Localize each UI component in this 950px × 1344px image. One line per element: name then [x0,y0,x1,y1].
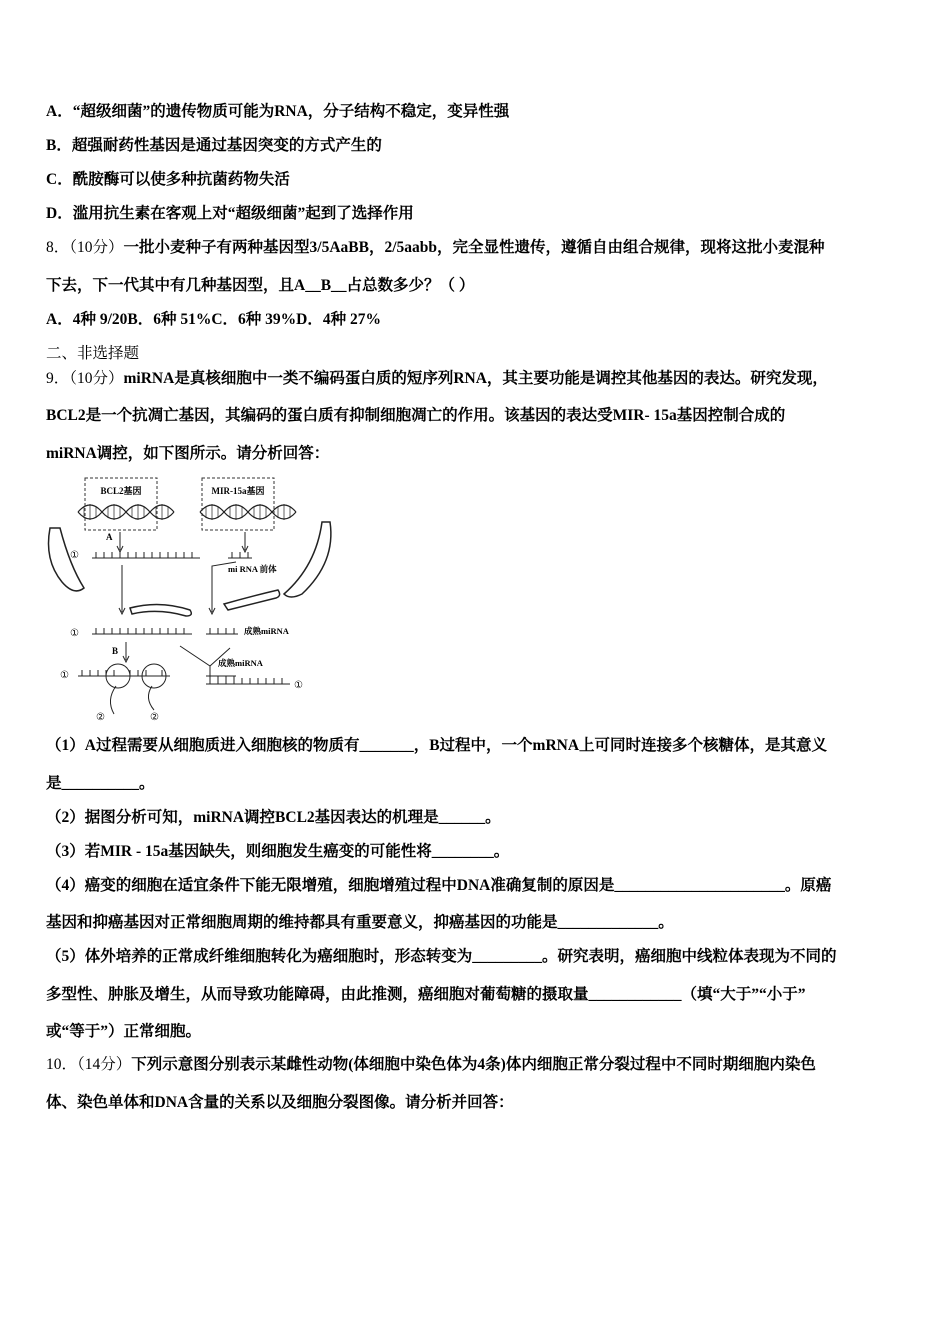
mrna-strand-1 [92,552,200,558]
q9-sub3: （3）若MIR - 15a基因缺失，则细胞发生癌变的可能性将________。 [46,843,510,860]
q9-sub5-line3: 或“等于”）正常细胞。 [46,1023,202,1040]
precursor-label: mi RNA 前体 [228,564,277,574]
q9-line3: miRNA调控，如下图所示。请分析回答： [46,445,330,462]
q7-option-b: B．超强耐药性基因是通过基因突变的方式产生的 [46,137,382,154]
marker-2-left: ② [96,712,105,723]
mirna-precursor-strand [228,552,252,558]
marker-1-bottom-right: ① [294,680,303,691]
q8-number: 8．（10分） [46,239,124,256]
q7-option-d: D．滥用抗生素在客观上对“超级细菌”起到了选择作用 [46,205,414,222]
q9-sub4-line2: 基因和抑癌基因对正常细胞周期的维持都具有重要意义，抑癌基因的功能是_____________。 [46,914,674,931]
section-heading: 二、非选择题 [46,345,140,362]
peptide-chain-1 [110,686,116,714]
q9-sub5-line1: （5）体外培养的正常成纤维细胞转化为癌细胞时，形态转变为_________。研究表明，癌细胞中线粒体表现为不同的 [46,948,837,965]
bcl2-gene-label: BCL2基因 [100,486,142,496]
mrna-strand-2 [92,628,192,634]
mir15a-dna-helix [200,504,296,520]
q9-number: 9．（10分） [46,370,124,387]
q9-line1: 9．（10分）miRNA是真核细胞中一类不编码蛋白质的短序列RNA，其主要功能是调控其他基因的表达。研究发现， [46,370,828,387]
q9-sub1-line1: （1）A过程需要从细胞质进入细胞核的物质有_______，B过程中，一个mRNA上可同时连接多个核糖体，是其意义 [46,737,828,754]
q9-sub4-line1: （4）癌变的细胞在适宜条件下能无限增殖，细胞增殖过程中DNA准确复制的原因是______________________。原癌 [46,877,832,894]
peptide-chain-2 [148,686,154,710]
q9-sub5-line2: 多型性、肿胀及增生，从而导致功能障碍，由此推测，癌细胞对葡萄糖的摄取量____________（填“大于”“小于” [46,986,806,1003]
q9-line2: BCL2是一个抗凋亡基因，其编码的蛋白质有抑制细胞凋亡的作用。该基因的表达受MIR- 15a基因控制合成的 [46,407,786,424]
bcl2-dna-helix [78,504,174,520]
mir15a-gene-label: MIR-15a基因 [211,486,265,496]
q10-number: 10．（14分） [46,1056,132,1073]
mature-mirna-label-2: 成熟miRNA [218,658,263,668]
q9-sub1-line2: 是__________。 [46,775,155,792]
q10-line2: 体、染色单体和DNA含量的关系以及细胞分裂图像。请分析并回答： [46,1094,514,1111]
mirna-diagram [40,470,340,730]
q8-line1: 8．（10分）一批小麦种子有两种基因型3/5AaBB，2/5aabb，完全显性遗传，遵循自由组合规律，现将这批小麦混种 [46,239,825,256]
mature-mirna-label-1: 成熟miRNA [244,626,289,636]
translating-mrna [78,670,170,676]
marker-1-middle: ① [70,628,79,639]
nuclear-membrane-bottom-left [130,604,191,616]
nuclear-membrane-bottom-right [224,590,280,610]
mature-mirna-strand-1 [206,628,238,634]
nuclear-membrane-right [284,522,331,597]
mirna-diagram-svg [40,470,340,730]
marker-1-bottom-left: ① [60,670,69,681]
mirna-mrna-complex [206,676,290,684]
q10-line1: 10．（14分）下列示意图分别表示某雌性动物(体细胞中染色体为4条)体内细胞正常分裂过程中不同时期细胞内染色 [46,1056,816,1073]
process-a-label: A [106,532,113,542]
process-b-label: B [112,646,119,656]
q7-option-c: C．酰胺酶可以使多种抗菌药物失活 [46,171,290,188]
q8-options: A．4种 9/20B．6种 51%C．6种 39%D．4种 27% [46,311,381,328]
q8-line2: 下去，下一代其中有几种基因型，且A__B__占总数多少？（ ） [46,277,475,294]
marker-2-right: ② [150,712,159,723]
q9-sub2: （2）据图分析可知，miRNA调控BCL2基因表达的机理是______。 [46,809,501,826]
marker-1-top: ① [70,550,79,561]
q7-option-a: A．“超级细菌”的遗传物质可能为RNA，分子结构不稳定，变异性强 [46,103,510,120]
